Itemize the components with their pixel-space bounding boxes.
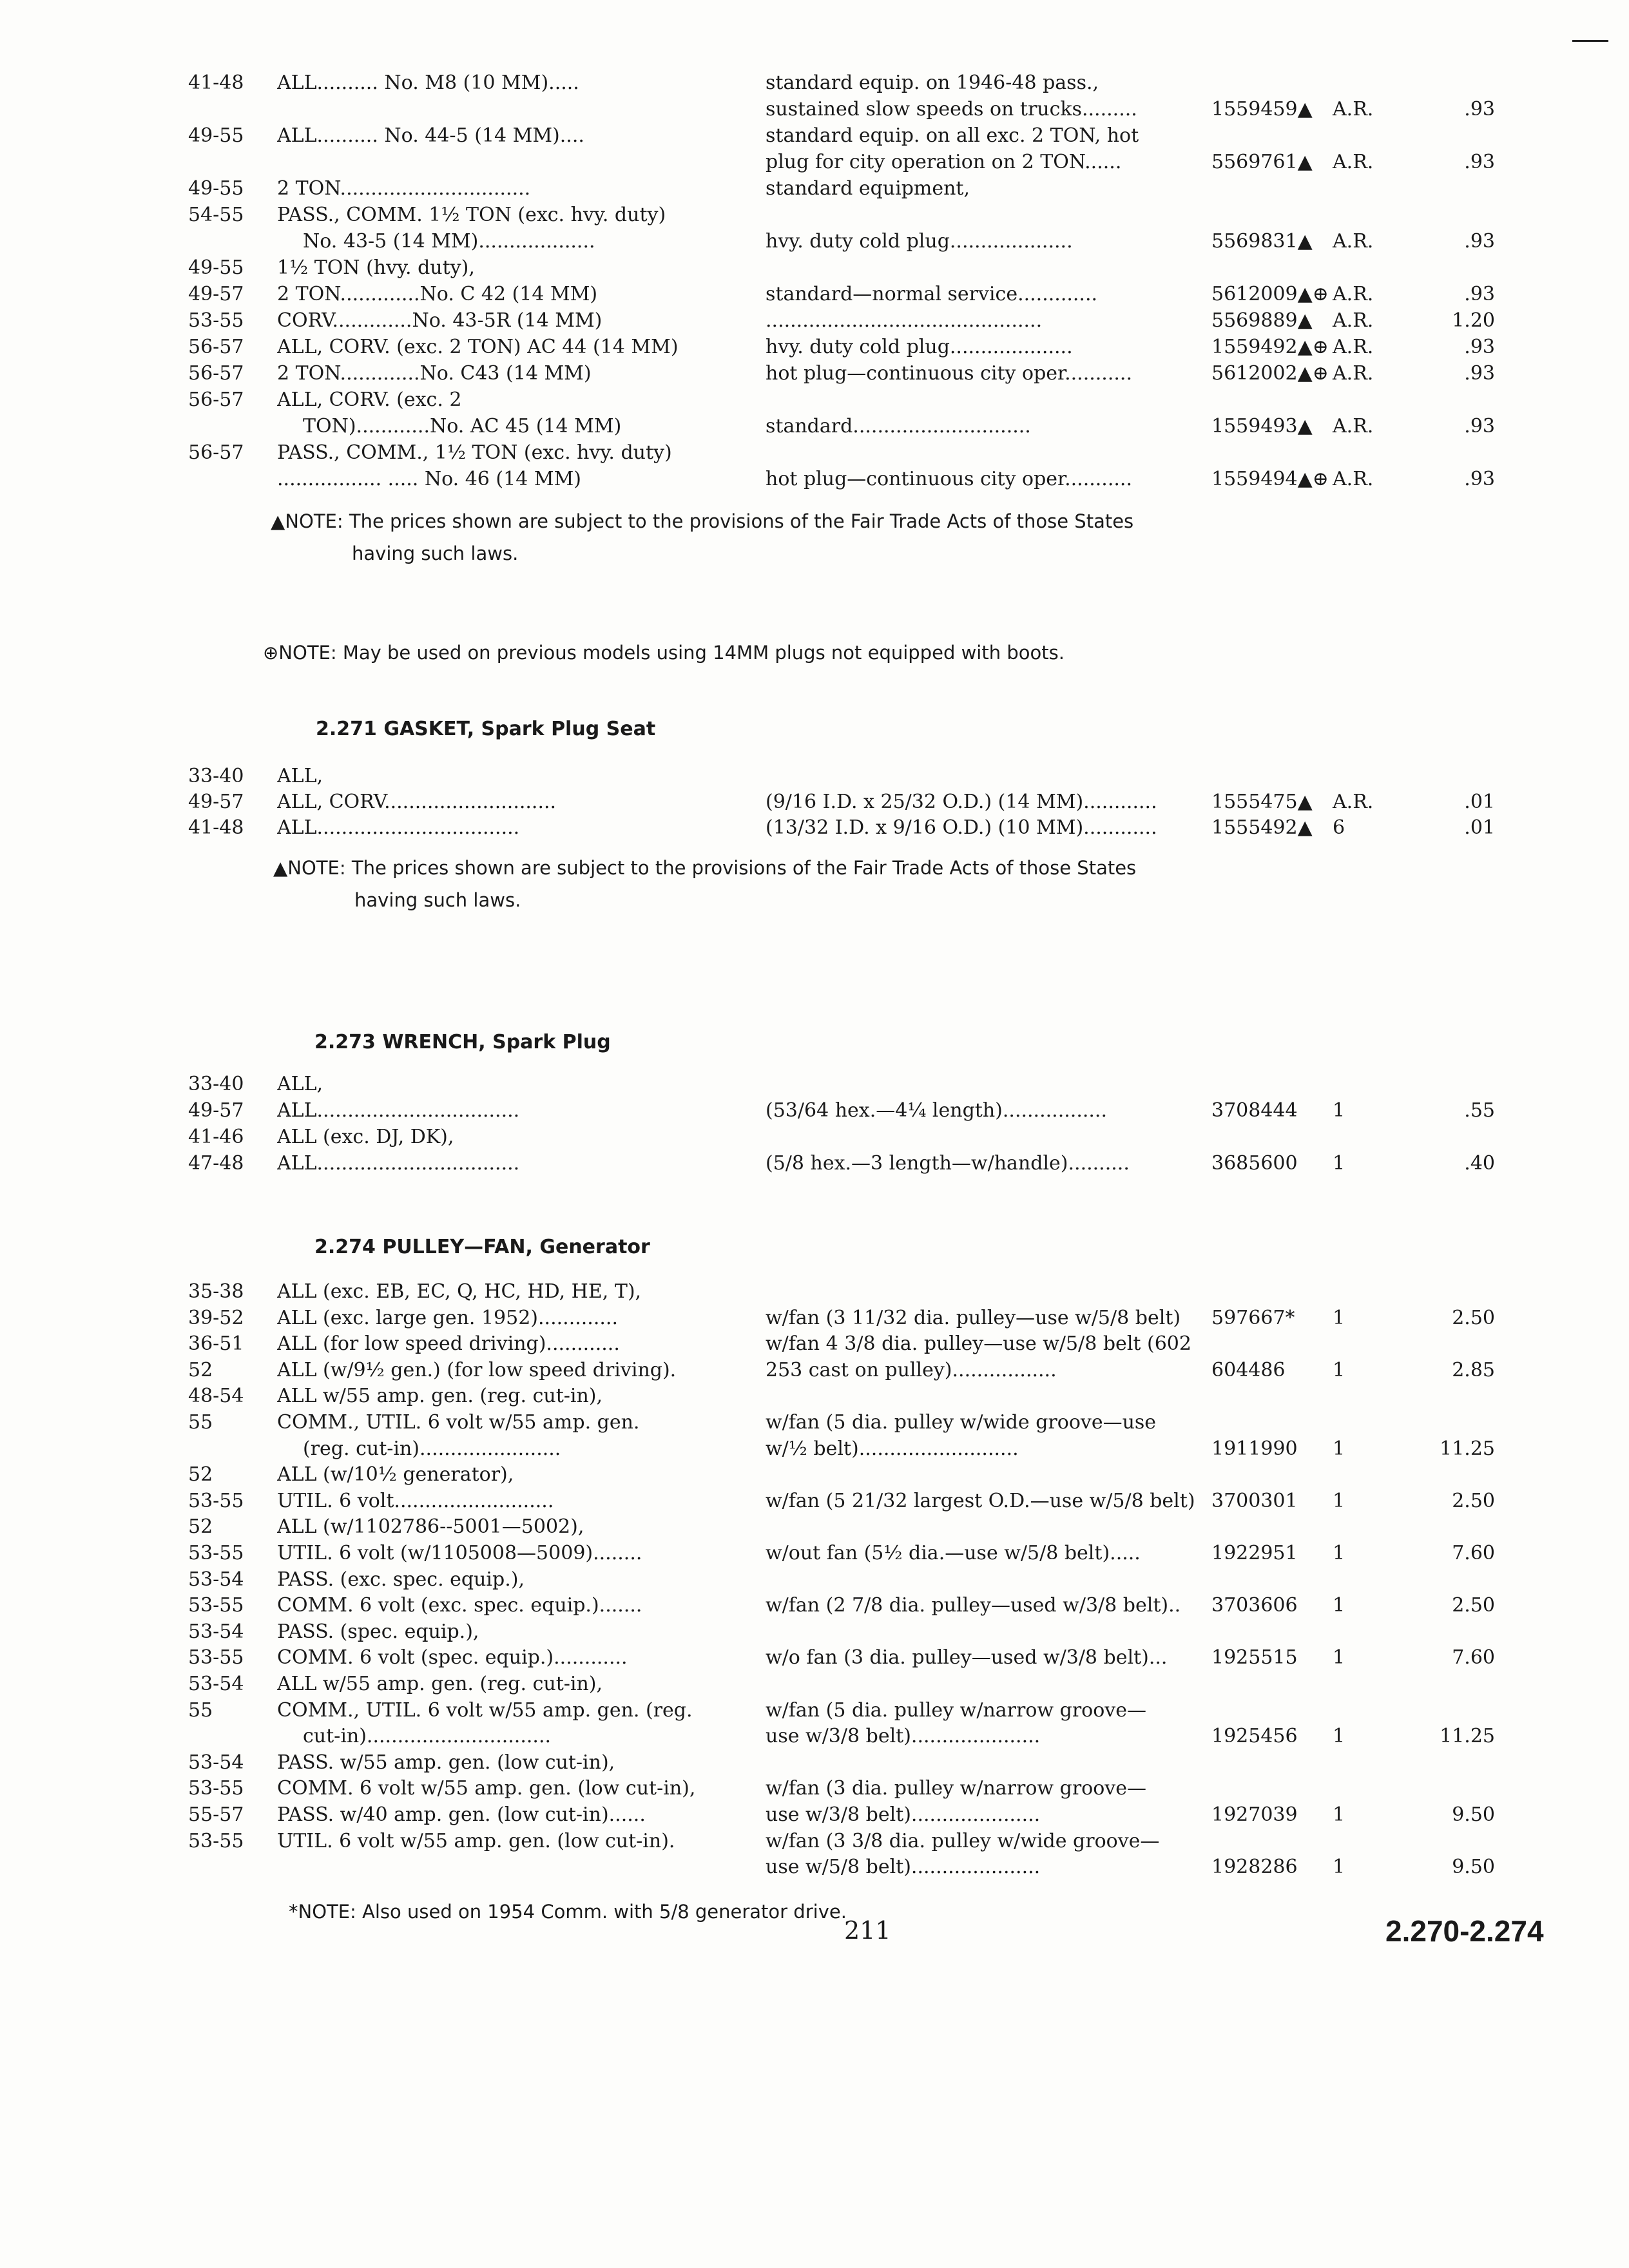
quantity: A.R. [1333, 791, 1374, 813]
description: standard equipment, [766, 177, 970, 200]
table-row [0, 96, 1629, 123]
model-years: 49-57 [188, 1099, 244, 1122]
quantity: A.R. [1333, 309, 1374, 332]
table-row [0, 1097, 1629, 1124]
table-row [0, 814, 1629, 841]
list-price: .93 [1464, 151, 1495, 173]
part-number: 3708444 [1211, 1099, 1298, 1122]
application: ALL................................. [277, 1152, 520, 1175]
table-row [0, 255, 1629, 282]
list-price: 2.50 [1452, 1306, 1495, 1329]
table-row [0, 1540, 1629, 1567]
description: hot plug—continuous city oper........... [766, 468, 1132, 490]
list-price: 9.50 [1452, 1803, 1495, 1826]
application: cut-in).............................. [303, 1725, 552, 1748]
list-price: .93 [1464, 283, 1495, 305]
table-row [0, 763, 1629, 790]
model-years: 53-55 [188, 309, 244, 332]
application: ALL (w/9½ gen.) (for low speed driving). [277, 1358, 677, 1381]
table-row [0, 1071, 1629, 1098]
list-price: .93 [1464, 468, 1495, 490]
quantity: A.R. [1333, 283, 1374, 305]
application: ALL.......... No. 44-5 (14 MM).... [277, 124, 584, 147]
description: w/fan (2 7/8 dia. pulley—used w/3/8 belt).. [766, 1594, 1181, 1617]
model-years: 56-57 [188, 389, 244, 411]
table-row [0, 122, 1629, 149]
list-price: 11.25 [1440, 1437, 1495, 1460]
model-years: 36-51 [188, 1332, 244, 1356]
table-row [0, 1436, 1629, 1463]
model-years: 56-57 [188, 336, 244, 358]
list-price: .93 [1464, 362, 1495, 385]
application: COMM., UTIL. 6 volt w/55 amp. gen. (reg. [277, 1698, 693, 1722]
quantity: 1 [1333, 1646, 1345, 1669]
quantity: 1 [1333, 1725, 1345, 1748]
application: PASS., COMM. 1½ TON (exc. hvy. duty) [277, 204, 666, 226]
part-number: 1555492▲ [1211, 816, 1313, 839]
list-price: 7.60 [1452, 1542, 1495, 1564]
table-row [0, 1671, 1629, 1698]
list-price: .93 [1464, 336, 1495, 358]
list-price: .93 [1464, 230, 1495, 253]
description: use w/3/8 belt)..................... [766, 1725, 1041, 1748]
gasket-fair-trade-note: ▲NOTE: The prices shown are subject to the provisions of the Fair Trade Acts of those States having such laws. [273, 857, 1137, 911]
table-row [0, 439, 1629, 466]
description: hvy. duty cold plug.................... [766, 230, 1073, 253]
quantity: 1 [1333, 1099, 1345, 1122]
application: ALL................................. [277, 816, 520, 839]
table-row [0, 1775, 1629, 1802]
model-years: 33-40 [188, 765, 244, 787]
model-years: 53-55 [188, 1646, 244, 1669]
section-reference: 2.270-2.274 [1385, 1914, 1544, 1948]
table-row [0, 1644, 1629, 1671]
list-price: 11.25 [1440, 1725, 1495, 1748]
quantity: A.R. [1333, 362, 1374, 385]
model-years: 55-57 [188, 1803, 244, 1826]
model-years: 53-54 [188, 1673, 244, 1695]
description: ............................................. [766, 309, 1043, 332]
description: standard............................. [766, 415, 1031, 437]
quantity: 1 [1333, 1856, 1345, 1879]
quantity: A.R. [1333, 230, 1374, 253]
part-number: 1911990 [1211, 1437, 1298, 1460]
model-years: 49-57 [188, 791, 244, 813]
part-number: 1559459▲ [1211, 98, 1313, 120]
description: (13/32 I.D. x 9/16 O.D.) (10 MM)............ [766, 816, 1157, 839]
description: sustained slow speeds on trucks......... [766, 98, 1137, 120]
application: UTIL. 6 volt (w/1105008—5009)........ [277, 1542, 642, 1564]
section-heading-wrench: 2.273 WRENCH, Spark Plug [314, 1031, 611, 1053]
model-years: 49-55 [188, 124, 244, 147]
table-row [0, 1124, 1629, 1151]
table-row [0, 202, 1629, 229]
part-number: 3703606 [1211, 1594, 1298, 1617]
table-row [0, 1592, 1629, 1619]
application: 1½ TON (hvy. duty), [277, 256, 475, 279]
model-years: 53-54 [188, 1620, 244, 1643]
description: hot plug—continuous city oper........... [766, 362, 1132, 385]
model-years: 53-55 [188, 1829, 244, 1852]
list-price: 9.50 [1452, 1856, 1495, 1879]
application: PASS. w/40 amp. gen. (low cut-in)...... [277, 1803, 646, 1826]
application: COMM. 6 volt (exc. spec. equip.)....... [277, 1594, 642, 1617]
part-number: 1559492▲⊕ [1211, 336, 1329, 358]
section-heading-pulley: 2.274 PULLEY—FAN, Generator [314, 1236, 650, 1258]
quantity: A.R. [1333, 98, 1374, 120]
table-row [0, 228, 1629, 255]
list-price: 1.20 [1452, 309, 1495, 332]
quantity: A.R. [1333, 468, 1374, 490]
page-number: 211 [844, 1916, 891, 1945]
application: 2 TON.............No. C43 (14 MM) [277, 362, 592, 385]
quantity: 1 [1333, 1437, 1345, 1460]
application: PASS. w/55 amp. gen. (low cut-in), [277, 1751, 615, 1774]
table-row [0, 1305, 1629, 1332]
list-price: .93 [1464, 415, 1495, 437]
application: ALL (exc. EB, EC, Q, HC, HD, HE, T), [277, 1280, 642, 1303]
part-number: 3685600 [1211, 1152, 1298, 1175]
model-years: 33-40 [188, 1073, 244, 1095]
list-price: .93 [1464, 98, 1495, 120]
description: standard—normal service............. [766, 283, 1098, 305]
list-price: 2.50 [1452, 1489, 1495, 1512]
application: ................. ..... No. 46 (14 MM) [277, 468, 581, 490]
application: ALL, CORV............................ [277, 791, 557, 813]
application: ALL (for low speed driving)............ [277, 1332, 620, 1356]
model-years: 56-57 [188, 362, 244, 385]
model-years: 47-48 [188, 1152, 244, 1175]
model-years: 52 [188, 1358, 213, 1381]
application: (reg. cut-in)....................... [303, 1437, 561, 1460]
table-row [0, 1488, 1629, 1515]
part-number: 1925515 [1211, 1646, 1298, 1669]
table-row [0, 1357, 1629, 1384]
quantity: A.R. [1333, 151, 1374, 173]
description: (5/8 hex.—3 length—w/handle).......... [766, 1152, 1130, 1175]
description: w/fan (3 11/32 dia. pulley—use w/5/8 belt) [766, 1306, 1181, 1329]
table-row [0, 307, 1629, 334]
quantity: A.R. [1333, 336, 1374, 358]
application: ALL (w/10½ generator), [277, 1463, 514, 1486]
model-years: 53-55 [188, 1542, 244, 1564]
model-years: 52 [188, 1463, 213, 1486]
part-number: 1925456 [1211, 1725, 1298, 1748]
table-row [0, 789, 1629, 816]
application: PASS., COMM., 1½ TON (exc. hvy. duty) [277, 441, 672, 464]
part-number: 597667* [1211, 1306, 1295, 1329]
scan-mark-top-right [1572, 40, 1608, 42]
model-years: 41-48 [188, 72, 244, 94]
application: ALL, [277, 1073, 323, 1095]
application: 2 TON............................... [277, 177, 531, 200]
description: w/out fan (5½ dia.—use w/5/8 belt)..... [766, 1542, 1141, 1564]
table-row [0, 175, 1629, 202]
application: 2 TON.............No. C 42 (14 MM) [277, 283, 598, 305]
model-years: 53-55 [188, 1777, 244, 1800]
application: TON)............No. AC 45 (14 MM) [303, 415, 622, 437]
description: w/o fan (3 dia. pulley—used w/3/8 belt)... [766, 1646, 1168, 1669]
table-row [0, 1697, 1629, 1724]
description: hvy. duty cold plug.................... [766, 336, 1073, 358]
table-row [0, 1383, 1629, 1410]
table-row [0, 387, 1629, 414]
table-row [0, 1723, 1629, 1750]
boots-note: ⊕NOTE: May be used on previous models using 14MM plugs not equipped with boots. [263, 642, 1065, 664]
table-row [0, 1619, 1629, 1646]
description: 253 cast on pulley)................. [766, 1358, 1057, 1381]
table-row [0, 360, 1629, 387]
quantity: 1 [1333, 1306, 1345, 1329]
description: w/fan (5 dia. pulley w/narrow groove— [766, 1698, 1146, 1722]
application: CORV.............No. 43-5R (14 MM) [277, 309, 602, 332]
table-row [0, 1461, 1629, 1488]
application: ALL.......... No. M8 (10 MM)..... [277, 72, 579, 94]
application: ALL w/55 amp. gen. (reg. cut-in), [277, 1385, 603, 1408]
description: standard equip. on all exc. 2 TON, hot [766, 124, 1139, 147]
description: standard equip. on 1946-48 pass., [766, 72, 1099, 94]
model-years: 52 [188, 1515, 213, 1539]
table-row [0, 466, 1629, 493]
part-number: 5569831▲ [1211, 230, 1313, 253]
description: w/fan (5 21/32 largest O.D.—use w/5/8 belt) [766, 1489, 1195, 1512]
description: (53/64 hex.—4¼ length)................. [766, 1099, 1107, 1122]
fair-trade-note: ▲NOTE: The prices shown are subject to the provisions of the Fair Trade Acts of those States having such laws. [271, 510, 1134, 564]
application: UTIL. 6 volt.......................... [277, 1489, 554, 1512]
application: ALL, CORV. (exc. 2 [277, 389, 462, 411]
application: ALL w/55 amp. gen. (reg. cut-in), [277, 1673, 603, 1695]
quantity: 1 [1333, 1489, 1345, 1512]
application: PASS. (exc. spec. equip.), [277, 1568, 525, 1591]
description: w/fan (5 dia. pulley w/wide groove—use [766, 1411, 1157, 1434]
quantity: 1 [1333, 1542, 1345, 1564]
description: w/fan 4 3/8 dia. pulley—use w/5/8 belt (602 [766, 1332, 1191, 1356]
part-number: 1922951 [1211, 1542, 1298, 1564]
list-price: .55 [1464, 1099, 1495, 1122]
list-price: .01 [1464, 816, 1495, 839]
model-years: 35-38 [188, 1280, 244, 1303]
application: ALL, [277, 765, 323, 787]
model-years: 48-54 [188, 1385, 244, 1408]
part-number: 5612009▲⊕ [1211, 283, 1329, 305]
part-number: 1927039 [1211, 1803, 1298, 1826]
part-number: 1559493▲ [1211, 415, 1313, 437]
part-number: 1559494▲⊕ [1211, 468, 1329, 490]
application: PASS. (spec. equip.), [277, 1620, 479, 1643]
application: COMM. 6 volt w/55 amp. gen. (low cut-in), [277, 1777, 696, 1800]
description: w/fan (3 3/8 dia. pulley w/wide groove— [766, 1829, 1160, 1852]
model-years: 55 [188, 1411, 213, 1434]
part-number: 3700301 [1211, 1489, 1298, 1512]
part-number: 1928286 [1211, 1856, 1298, 1879]
list-price: .01 [1464, 791, 1495, 813]
application: UTIL. 6 volt w/55 amp. gen. (low cut-in). [277, 1829, 675, 1852]
model-years: 54-55 [188, 204, 244, 226]
table-row [0, 1278, 1629, 1305]
table-row [0, 1150, 1629, 1177]
part-number: 604486 [1211, 1358, 1286, 1381]
model-years: 49-57 [188, 283, 244, 305]
model-years: 39-52 [188, 1306, 244, 1329]
quantity: 1 [1333, 1803, 1345, 1826]
part-number: 5612002▲⊕ [1211, 362, 1329, 385]
list-price: 2.85 [1452, 1358, 1495, 1381]
table-row [0, 413, 1629, 440]
application: ALL (w/1102786--5001—5002), [277, 1515, 584, 1539]
quantity: 1 [1333, 1594, 1345, 1617]
part-number: 5569889▲ [1211, 309, 1313, 332]
quantity: 6 [1333, 816, 1345, 839]
description: use w/5/8 belt)..................... [766, 1856, 1041, 1879]
list-price: 7.60 [1452, 1646, 1495, 1669]
table-row [0, 334, 1629, 361]
table-row [0, 1802, 1629, 1829]
description: plug for city operation on 2 TON...... [766, 151, 1122, 173]
model-years: 56-57 [188, 441, 244, 464]
model-years: 41-46 [188, 1126, 244, 1148]
list-price: 2.50 [1452, 1594, 1495, 1617]
part-number: 5569761▲ [1211, 151, 1313, 173]
table-row [0, 1749, 1629, 1776]
table-row [0, 70, 1629, 97]
application: COMM., UTIL. 6 volt w/55 amp. gen. [277, 1411, 640, 1434]
table-row [0, 1409, 1629, 1436]
model-years: 49-55 [188, 256, 244, 279]
model-years: 49-55 [188, 177, 244, 200]
table-row [0, 149, 1629, 176]
list-price: .40 [1464, 1152, 1495, 1175]
application: COMM. 6 volt (spec. equip.)............ [277, 1646, 628, 1669]
model-years: 41-48 [188, 816, 244, 839]
quantity: A.R. [1333, 415, 1374, 437]
table-row [0, 1854, 1629, 1881]
table-row [0, 281, 1629, 308]
application: ALL (exc. large gen. 1952)............. [277, 1306, 618, 1329]
description: use w/3/8 belt)..................... [766, 1803, 1041, 1826]
model-years: 53-55 [188, 1594, 244, 1617]
quantity: 1 [1333, 1358, 1345, 1381]
quantity: 1 [1333, 1152, 1345, 1175]
section-heading-gasket: 2.271 GASKET, Spark Plug Seat [316, 718, 656, 740]
model-years: 55 [188, 1698, 213, 1722]
application: ALL................................. [277, 1099, 520, 1122]
table-row [0, 1566, 1629, 1593]
part-number: 1555475▲ [1211, 791, 1313, 813]
model-years: 53-54 [188, 1568, 244, 1591]
table-row [0, 1828, 1629, 1855]
pulley-note: *NOTE: Also used on 1954 Comm. with 5/8 generator drive. [289, 1901, 847, 1923]
description: (9/16 I.D. x 25/32 O.D.) (14 MM)............ [766, 791, 1157, 813]
description: w/fan (3 dia. pulley w/narrow groove— [766, 1777, 1146, 1800]
model-years: 53-55 [188, 1489, 244, 1512]
application: ALL (exc. DJ, DK), [277, 1126, 454, 1148]
application: ALL, CORV. (exc. 2 TON) AC 44 (14 MM) [277, 336, 679, 358]
table-row [0, 1514, 1629, 1541]
application: No. 43-5 (14 MM)................... [303, 230, 595, 253]
table-row [0, 1331, 1629, 1358]
description: w/½ belt).......................... [766, 1437, 1019, 1460]
model-years: 53-54 [188, 1751, 244, 1774]
